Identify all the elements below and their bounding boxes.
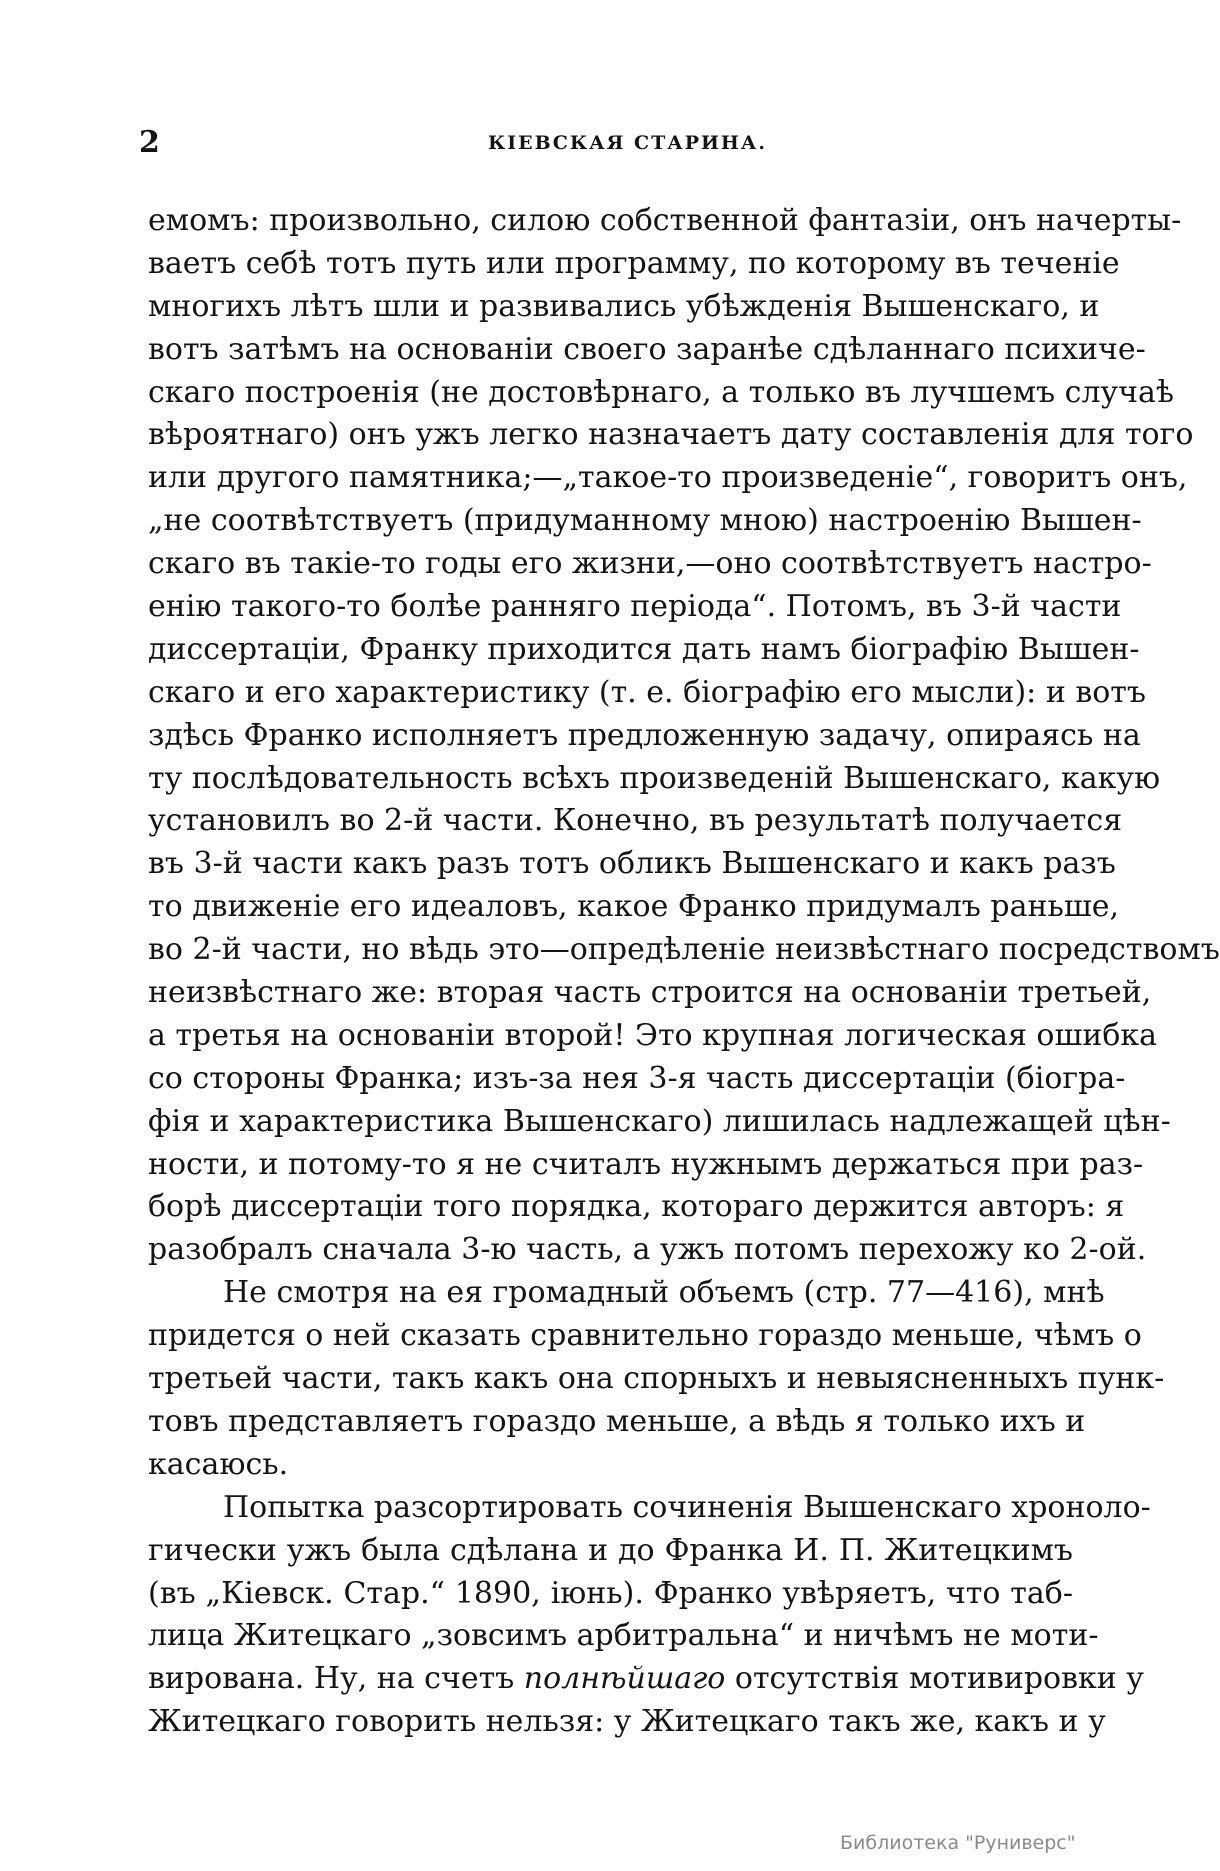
text-line: придется о ней сказать сравнительно гораздо меньше, чѣмъ о	[148, 1318, 1142, 1354]
text-line: лица Житецкаго „зовсимъ арбитральна“ и ничѣмъ не моти-	[148, 1618, 1099, 1654]
text-line: въ 3-й части какъ разъ тотъ обликъ Вышенскаго и какъ разъ	[148, 846, 1116, 882]
text-line: или другого памятника;—„такое-то произведеніе“, говоритъ онъ,	[148, 460, 1188, 496]
page-body-text	[148, 200, 1220, 1744]
text-line: диссертаціи, Франку приходится дать намъ біографію Вышен-	[148, 631, 1140, 667]
text-segment: отсутствія мотивировки у	[725, 1661, 1144, 1697]
text-line: вотъ затѣмъ на основаніи своего заранѣе сдѣланнаго психиче-	[148, 331, 1146, 367]
text-line: емомъ: произвольно, силою собственной фантазіи, онъ начерты-	[148, 203, 1182, 238]
text-line-mixed	[148, 1658, 1144, 1701]
running-head: КІЕВСКАЯ СТАРИНА.	[488, 132, 767, 154]
italic-emphasis: полнѣйшаго	[523, 1661, 726, 1697]
text-line: „не соотвѣтствуетъ (придуманному мною) настроенію Вышен-	[148, 503, 1142, 539]
text-segment: вирована. Ну, на счетъ	[148, 1661, 524, 1697]
text-line: разобралъ сначала 3-ю часть, а ужъ потомъ перехожу ко 2-ой.	[148, 1232, 1147, 1268]
text-line: ту послѣдовательность всѣхъ произведеній Вышенскаго, какую	[148, 760, 1161, 796]
text-line: во 2-й части, но вѣдь это—опредѣленіе неизвѣстнаго посредствомъ	[148, 932, 1220, 968]
text-line: ваетъ себѣ тотъ путь или программу, по которому въ теченіе	[148, 245, 1120, 281]
text-line: установилъ во 2-й части. Конечно, въ результатѣ получается	[148, 803, 1123, 839]
text-line: а третья на основаніи второй! Это крупная логическая ошибка	[148, 1017, 1158, 1053]
text-line: то движеніе его идеаловъ, какое Франко придумалъ раньше,	[148, 889, 1120, 925]
paragraph-start-line: Не смотря на ея громадный объемъ (стр. 77—416), мнѣ	[223, 1275, 1105, 1311]
text-line: енію такого-то болѣе ранняго періода“. Потомъ, въ 3-й части	[148, 589, 1122, 625]
text-line: скаго и его характеристику (т. е. біографію его мысли): и вотъ	[148, 674, 1146, 710]
text-line: Житецкаго говорить нельзя: у Житецкаго такъ же, какъ и у	[148, 1704, 1106, 1740]
text-line: фія и характеристика Вышенскаго) лишилась надлежащей цѣн-	[148, 1103, 1171, 1139]
text-line: вѣроятнаго) онъ ужъ легко назначаетъ дату составленія для того	[148, 417, 1194, 453]
text-line: гически ужъ была сдѣлана и до Франка И. П. Житецкимъ	[148, 1532, 1073, 1568]
text-line: скаго въ такіе-то годы его жизни,—оно соотвѣтствуетъ настро-	[148, 546, 1152, 582]
library-watermark: Библиотека "Руниверс"	[840, 1832, 1076, 1854]
text-line: многихъ лѣтъ шли и развивались убѣжденія Вышенскаго, и	[148, 288, 1100, 324]
text-line: третьей части, такъ какъ она спорныхъ и невыясненныхъ пунк-	[148, 1361, 1165, 1397]
text-line: здѣсь Франко исполняетъ предложенную задачу, опираясь на	[148, 717, 1141, 753]
text-line: неизвѣстнаго же: вторая часть строится на основаніи третьей,	[148, 975, 1152, 1011]
paragraph-start-line: Попытка разсортировать сочиненія Вышенскаго хроноло-	[223, 1489, 1151, 1525]
text-line: ности, и потому-то я не считалъ нужнымъ держаться при раз-	[148, 1146, 1144, 1182]
text-line: касаюсь.	[148, 1446, 289, 1482]
text-line: товъ представляетъ гораздо меньше, а вѣдь я только ихъ и	[148, 1403, 1086, 1439]
text-line: со стороны Франка; изъ-за нея 3-я часть диссертаціи (біогра-	[148, 1060, 1126, 1096]
text-line: скаго построенія (не достовѣрнаго, а только въ лучшемъ случаѣ	[148, 374, 1174, 410]
text-line: (въ „Кіевск. Стар.“ 1890, іюнь). Франко увѣряетъ, что таб-	[148, 1575, 1073, 1611]
page-number: 2	[139, 125, 160, 160]
text-line: борѣ диссертаціи того порядка, котораго держится авторъ: я	[148, 1189, 1125, 1225]
